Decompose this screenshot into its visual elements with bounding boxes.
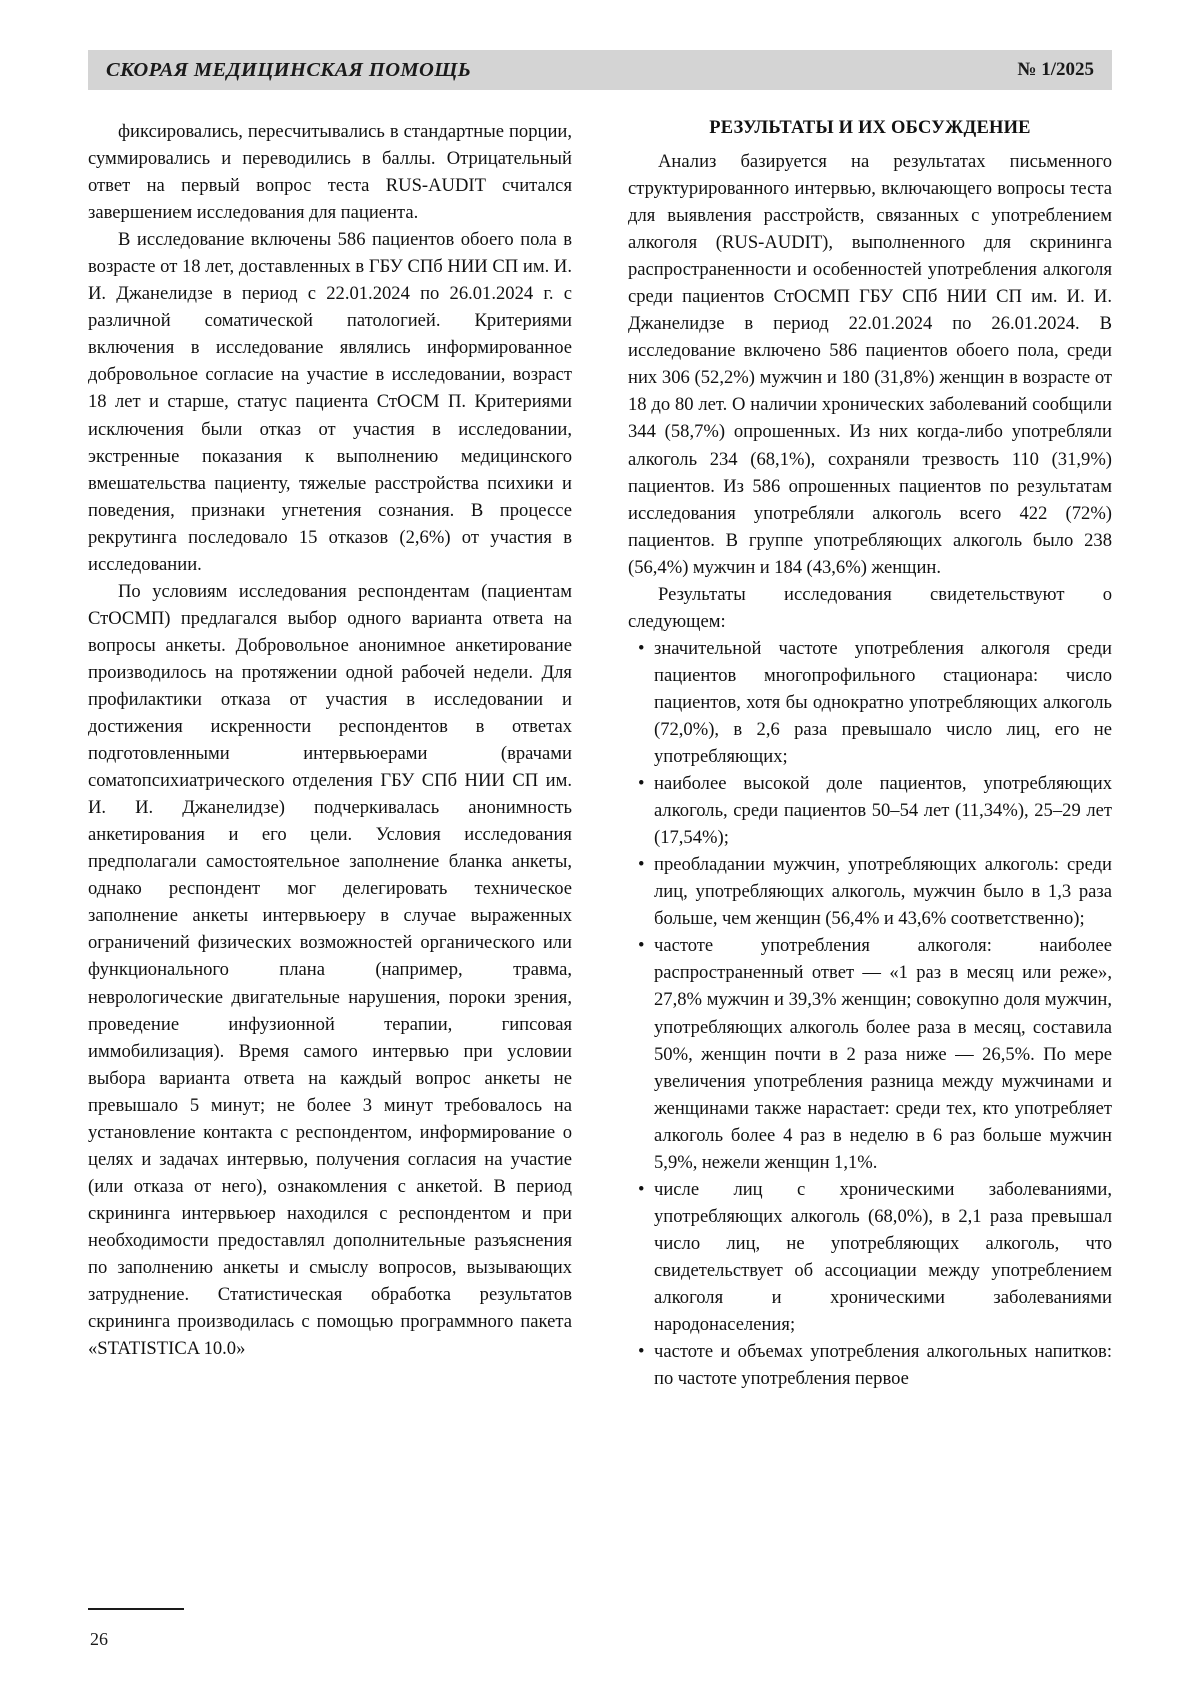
paragraph: Анализ базируется на результатах письменного структурированного интервью, включающего вопросы теста для выявления расстройств, связанных с употреблением алкоголя (RUS-AUDIT), выполненного для скрининга распространенности и особенностей употребления алкоголя среди пациентов СтОСМП ГБУ СПб НИИ СП им. И. И. Джанелидзе в период 22.01.2024 по 26.01.2024. В исследование включено 586 пациентов обоего пола, среди них 306 (52,2%) мужчин и 180 (31,8%) женщин в возрасте от 18 до 80 лет. О наличии хронических заболеваний сообщили 344 (58,7%) опрошенных. Из них когда-либо употребляли алкоголь 234 (68,1%), сохраняли трезвость 110 (31,9%) пациентов. Из 586 опрошенных пациентов по результатам исследования употребляли алкоголь всего 422 (72%) пациентов. В группе употребляющих алкоголь было 238 (56,4%) мужчин и 184 (43,6%) женщин. [628,151,1112,578]
bullet-item: • частоте и объемах употребления алкогольных напитков: по частоте употребления первое [628,1338,1112,1392]
bullet-item: • наиболее высокой доле пациентов, употребляющих алкоголь, среди пациентов 50–54 лет (11,34%), 25–29 лет (17,54%); [628,770,1112,851]
bullet-item: • значительной частоте употребления алкоголя среди пациентов многопрофильного стационара: число пациентов, хотя бы однократно употребляющих алкоголь (72,0%), в 2,6 раза превышало число лиц, его не употребляющих; [628,635,1112,770]
paragraph: В исследование включены 586 пациентов обоего пола в возрасте от 18 лет, доставленных в ГБУ СПб НИИ СП им. И. И. Джанелидзе в период с 22.01.2024 по 26.01.2024 г. с различной соматической патологией. Критериями включения в исследование являлись информированное добровольное согласие на участие в исследовании, возраст 18 лет и старше, статус пациента СтОСМ П. Критериями исключения были отказ от участия в исследовании, экстренные показания к выполнению медицинского вмешательства пациенту, тяжелые расстройства психики и поведения, признаки угнетения сознания. В процессе рекрутинга последовало 15 отказов (2,6%) от участия в исследовании. [88,229,572,575]
bullet-item: • частоте употребления алкоголя: наиболее распространенный ответ — «1 раз в месяц или реже», 27,8% мужчин и 39,3% женщин; совокупно доля мужчин, употребляющих алкоголь более раза в месяц, составила 50%, женщин почти в 2 раза ниже — 26,5%. По мере увеличения употребления разница между мужчинами и женщинами также нарастает: среди тех, кто употребляет алкоголь более 4 раз в неделю в 6 раз больше мужчин 5,9%, нежели женщин 1,1%. [628,932,1112,1175]
journal-title: СКОРАЯ МЕДИЦИНСКАЯ ПОМОЩЬ [106,58,472,81]
paragraph: Результаты исследования свидетельствуют о следующем: [628,583,1112,632]
section-heading: РЕЗУЛЬТАТЫ И ИХ ОБСУЖДЕНИЕ [709,118,1031,138]
bullet-item: • числе лиц с хроническими заболеваниями, употребляющих алкоголь (68,0%), в 2,1 раза превышал число лиц, не употребляющих алкоголь, что свидетельствует об ассоциации между употреблением алкоголя и хроническими заболеваниями народонаселения; [628,1176,1112,1338]
right-column [628,118,1112,1392]
two-column-body [88,118,1112,1392]
paragraph: По условиям исследования респондентам (пациентам СтОСМП) предлагался выбор одного варианта ответа на вопросы анкеты. Добровольное анонимное анкетирование производилось на протяжении одной рабочей недели. Для профилактики отказа от участия в исследовании и достижения искренности респондентов в ответах подготовленными интервьюерами (врачами соматопсихиатрического отделения ГБУ СПб НИИ СП им. И. И. Джанелидзе) подчеркивалась анонимность анкетирования и его цели. Условия исследования предполагали самостоятельное заполнение бланка анкеты, однако респондент мог делегировать техническое заполнение анкеты интервьюеру в случае выраженных ограничений физических возможностей органического или функционального плана (например, травма, неврологические двигательные нарушения, пороки зрения, проведение инфузионной терапии, гипсовая иммобилизация). Время самого интервью при условии выбора варианта ответа на каждый вопрос анкеты не превышало 5 минут; не более 3 минут требовалось на установление контакта с респондентом, информирование о целях и задачах интервью, получения согласия на участие (или отказа от него), ознакомления с анкетой. В период скрининга интервьюер находился с респондентом и при необходимости предоставлял дополнительные разъяснения по заполнению анкеты и смыслу вопросов, вызывающих затруднение. Статистическая обработка результатов скрининга производилась с помощью программного пакета «STATISTICA 10.0» [88,580,572,1360]
left-column [88,118,572,1392]
bullet-item: • преобладании мужчин, употребляющих алкоголь: среди лиц, употребляющих алкоголь, мужчин было в 1,3 раза больше, чем женщин (56,4% и 43,6% соответственно); [628,851,1112,932]
page-header [88,50,1112,90]
footer-divider [88,1608,184,1610]
page-number: 26 [90,1629,108,1649]
paragraph: фиксировались, пересчитывались в стандартные порции, суммировались и переводились в баллы. Отрицательный ответ на первый вопрос теста RUS-AUDIT считался завершением исследования для пациента. [88,121,572,224]
issue-number: № 1/2025 [1017,59,1094,80]
